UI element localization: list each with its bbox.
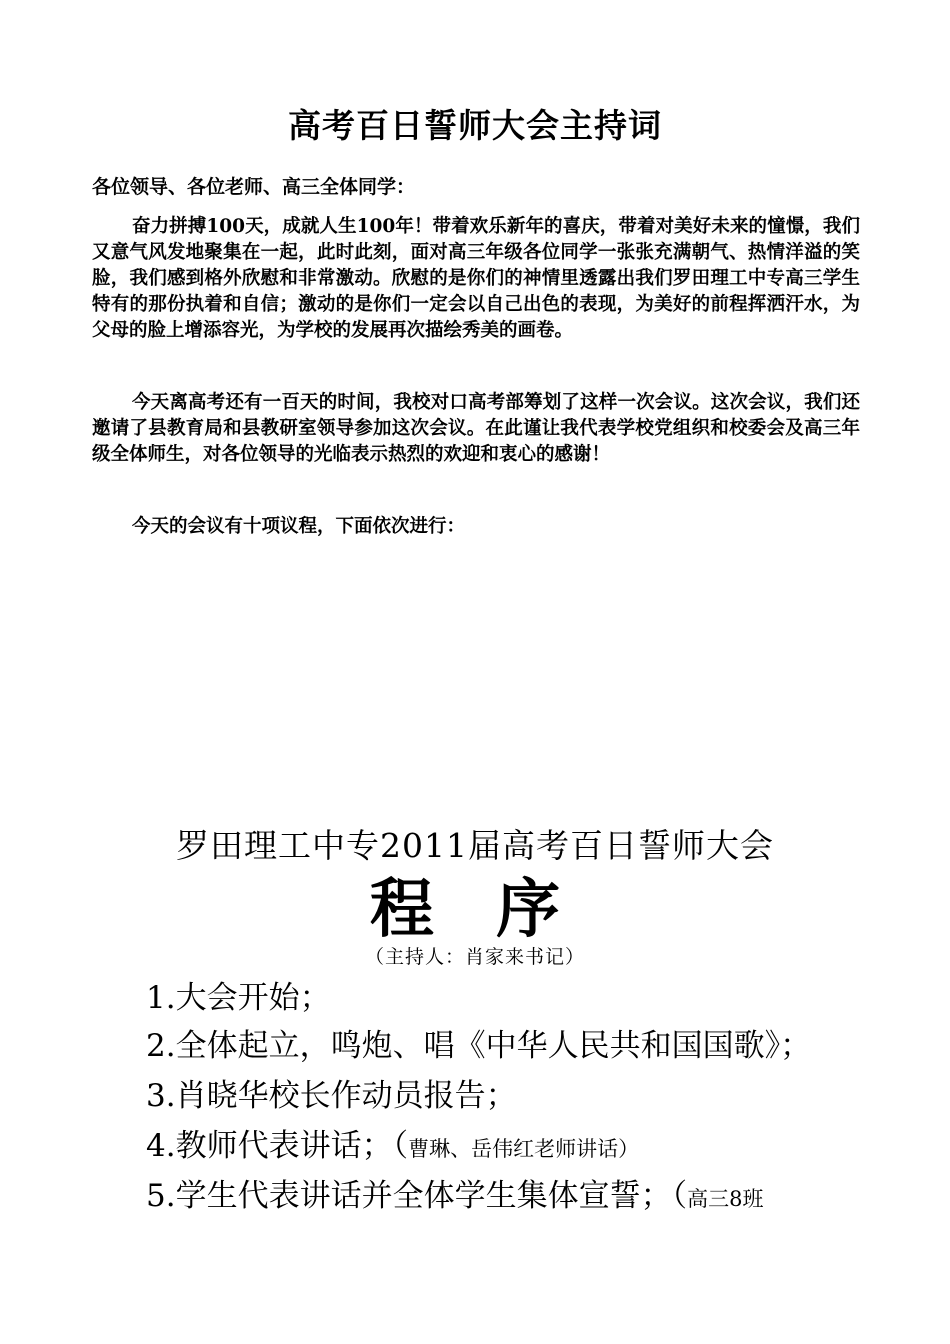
agenda-item — [146, 1174, 763, 1221]
paragraph-opening: 奋力拼搏100天，成就人生100年！带着欢乐新年的喜庆，带着对美好未来的憧憬，我们又意气风发地聚集在一起，此时此刻，面对高三年级各位同学一张张充满朝气、热情洋溢的笑脸，我们感到格外欣慰和非常激动。欣慰的是你们的神情里透露出我们罗田理工中专高三学生特有的那份执着和自信；激动的是你们一定会以自己出色的表现，为美好的前程挥洒汗水，为父母的脸上增添容光，为学校的发展再次描绘秀美的画卷。 — [92, 216, 860, 341]
agenda-item — [146, 1124, 639, 1171]
agenda-item-note: 高三8班 — [687, 1187, 764, 1211]
program-title: 程 序 — [369, 872, 581, 947]
agenda-item-text: 1.大会开始； — [146, 980, 331, 1016]
program-host: （主持人：肖家来书记） — [364, 946, 585, 968]
agenda-item — [146, 976, 331, 1020]
paragraph-agenda-intro: 今天的会议有十项议程，下面依次进行： — [132, 516, 466, 537]
agenda-item-text: 5.学生代表讲话并全体学生集体宣誓；（ — [146, 1178, 688, 1214]
agenda-item-note: 曹琳、岳伟红老师讲话） — [408, 1137, 640, 1161]
agenda-item — [146, 1074, 517, 1118]
paragraph-welcome: 今天离高考还有一百天的时间，我校对口高考部筹划了这样一次会议。这次会议，我们还邀请了县教育局和县教研室领导参加这次会议。在此谨让我代表学校党组织和校委会及高三年级全体师生，对各位领导的光临表示热烈的欢迎和衷心的感谢！ — [92, 392, 860, 465]
agenda-item-text: 4.教师代表讲话；（ — [146, 1128, 409, 1164]
program-heading: 罗田理工中专2011届高考百日誓师大会 — [176, 826, 774, 865]
agenda-item-text: 3.肖晓华校长作动员报告； — [146, 1078, 517, 1114]
agenda-item — [146, 1024, 811, 1068]
greeting: 各位领导、各位老师、高三全体同学： — [92, 176, 416, 198]
agenda-item-text: 2.全体起立，鸣炮、唱《中华人民共和国国歌》； — [146, 1028, 812, 1064]
page-title: 高考百日誓师大会主持词 — [288, 106, 662, 145]
